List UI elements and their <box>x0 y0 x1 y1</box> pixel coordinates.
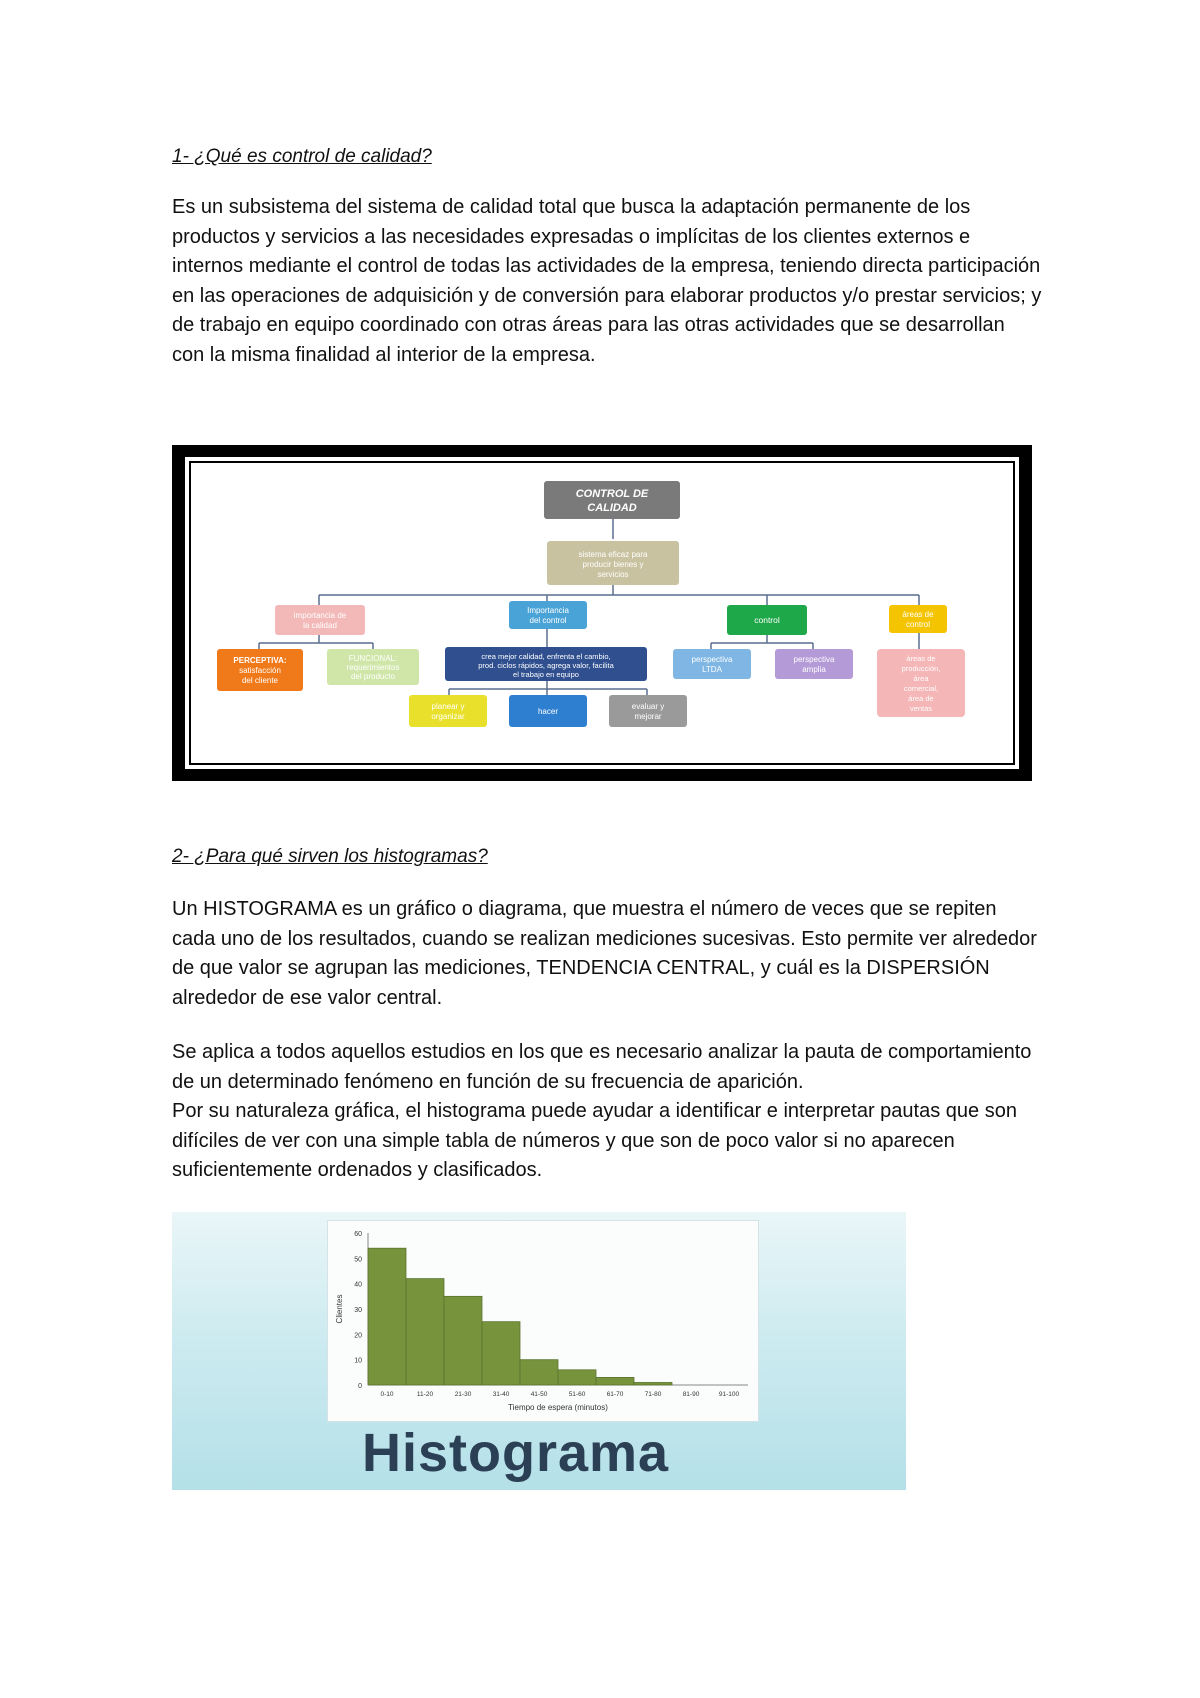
histogram-chart-panel <box>327 1220 759 1422</box>
y-tick-label: 60 <box>354 1231 362 1238</box>
histogram-bar <box>368 1248 406 1385</box>
svg-text:PERCEPTIVA:: PERCEPTIVA: <box>233 656 287 665</box>
section1-paragraph <box>172 193 1042 370</box>
concept-root-node <box>544 481 680 519</box>
section1-heading: 1- ¿Qué es control de calidad? <box>172 146 432 167</box>
svg-text:áreas de: áreas de <box>902 610 934 619</box>
x-tick-label: 21-30 <box>454 1391 472 1398</box>
x-tick-label: 61-70 <box>606 1391 624 1398</box>
section2-paragraph2-text: Se aplica a todos aquellos estudios en los que es necesario analizar la pauta de comportamiento de un determinado fenómeno en función de su frecuencia de aparición. <box>172 1041 1032 1093</box>
svg-text:organizar: organizar <box>431 712 465 721</box>
concept-importancia-detail-node <box>445 647 647 681</box>
x-tick-label: 81-90 <box>682 1391 700 1398</box>
svg-text:ventas: ventas <box>909 704 933 713</box>
svg-text:hacer: hacer <box>537 707 559 716</box>
svg-text:producir bienes y: producir bienes y <box>582 560 644 569</box>
svg-text:la calidad: la calidad <box>303 621 337 630</box>
y-tick-label: 30 <box>354 1307 362 1314</box>
svg-text:perspectiva: perspectiva <box>793 655 835 664</box>
histogram-bar <box>558 1370 596 1385</box>
section2-paragraph1-text: Un HISTOGRAMA es un gráfico o diagrama, que muestra el número de veces que se repiten cada uno de los resultados, cuando se realizan mediciones sucesivas. Esto permite ver alrededor de que valor se agrupan las mediciones, TENDENCIA CENTRAL, y cuál es la DISPERSIÓN alrededor de ese valor central. <box>172 898 1037 1009</box>
concept-amplia-node <box>775 649 853 679</box>
svg-text:comercial,: comercial, <box>903 684 939 693</box>
section1-paragraph-text: Es un subsistema del sistema de calidad total que busca la adaptación permanente de los productos y servicios a las necesidades expresadas o implícitas de los clientes externos e internos mediante el control de todas las actividades de la empresa, teniendo directa participación en las operaciones de adquisición y de conversión para elaborar productos y/o prestar servicios; y de trabajo en equipo coordinado con otras áreas para las otras actividades que se desarrollan con la misma finalidad al interior de la empresa. <box>172 196 1042 366</box>
histogram-bar <box>406 1279 444 1385</box>
svg-text:control: control <box>754 615 780 625</box>
svg-text:servicios: servicios <box>597 570 629 579</box>
svg-text:evaluar y: evaluar y <box>631 702 665 711</box>
concept-map-svg <box>191 463 1017 767</box>
concept-planear-node <box>409 695 487 727</box>
section2-paragraph2 <box>172 1038 1042 1186</box>
svg-text:del producto: del producto <box>350 672 396 681</box>
concept-ltda-node <box>673 649 751 679</box>
histogram-banner-text: Histograma <box>362 1423 670 1483</box>
svg-text:prod. ciclos rápidos, agrega v: prod. ciclos rápidos, agrega valor, facilita <box>478 661 614 670</box>
concept-evaluar-node <box>609 695 687 727</box>
x-tick-label: 11-20 <box>416 1391 434 1398</box>
svg-text:mejorar: mejorar <box>634 712 662 721</box>
section2-heading: 2- ¿Para qué sirven los histogramas? <box>172 846 488 867</box>
svg-text:amplia: amplia <box>802 665 826 674</box>
svg-text:requerimientos: requerimientos <box>346 663 400 672</box>
histogram-bar <box>634 1382 672 1385</box>
concept-areas-node <box>889 605 947 633</box>
concept-level1-node <box>547 541 679 585</box>
concept-map-figure <box>172 445 1032 781</box>
svg-text:del control: del control <box>529 616 567 625</box>
x-tick-label: 91-100 <box>718 1391 740 1398</box>
svg-text:sistema eficaz para: sistema eficaz para <box>578 550 648 559</box>
concept-importancia-control-node <box>509 601 587 629</box>
svg-text:FUNCIONAL:: FUNCIONAL: <box>348 654 398 663</box>
y-tick-label: 0 <box>358 1383 362 1390</box>
concept-funcional-node <box>327 649 419 685</box>
x-tick-label: 41-50 <box>530 1391 548 1398</box>
concept-importancia-calidad-node <box>275 605 365 635</box>
svg-text:planear y: planear y <box>431 702 465 711</box>
section2-paragraph3-text: Por su naturaleza gráfica, el histograma puede ayudar a identificar e interpretar pautas que son difíciles de ver con una simple tabla de números y que son de poco valor si no aparecen suficientemente ordenados y clasificados. <box>172 1100 1017 1181</box>
histogram-bar <box>444 1296 482 1385</box>
histogram-bar <box>520 1360 558 1385</box>
histogram-bar <box>482 1322 520 1385</box>
svg-text:Importancia: Importancia <box>527 606 569 615</box>
x-tick-label: 31-40 <box>492 1391 510 1398</box>
concept-perceptiva-node <box>217 649 303 691</box>
y-tick-label: 10 <box>354 1357 362 1365</box>
svg-text:importancia de: importancia de <box>293 611 347 620</box>
y-axis-label: Clientes <box>335 1294 344 1324</box>
svg-text:área de: área de <box>908 694 934 703</box>
concept-control-node <box>727 605 807 635</box>
svg-text:perspectiva: perspectiva <box>691 655 733 664</box>
histogram-chart <box>328 1221 758 1421</box>
concept-areas-detail-node <box>877 649 965 717</box>
svg-text:CONTROL DE: CONTROL DE <box>575 488 649 500</box>
x-axis-label: Tiempo de espera (minutos) <box>508 1403 608 1412</box>
x-tick-label: 0-10 <box>380 1391 394 1398</box>
svg-text:satisfacción: satisfacción <box>239 666 281 675</box>
x-tick-label: 51-60 <box>568 1391 586 1398</box>
section2-paragraph1 <box>172 895 1042 1013</box>
x-tick-label: 71-80 <box>644 1391 662 1398</box>
svg-text:el trabajo en equipo: el trabajo en equipo <box>513 670 579 679</box>
svg-text:LTDA: LTDA <box>702 665 722 674</box>
svg-text:control: control <box>905 620 931 629</box>
concept-hacer-node <box>509 695 587 727</box>
svg-text:producción,: producción, <box>901 664 941 673</box>
svg-text:área: área <box>913 674 929 683</box>
y-tick-label: 40 <box>354 1281 362 1289</box>
histogram-figure <box>172 1212 906 1490</box>
histogram-bar <box>596 1377 634 1385</box>
y-tick-label: 20 <box>354 1332 362 1340</box>
svg-text:del cliente: del cliente <box>241 676 279 685</box>
svg-text:áreas de: áreas de <box>906 654 936 663</box>
svg-text:crea mejor calidad, enfrenta e: crea mejor calidad, enfrenta el cambio, <box>481 652 611 661</box>
svg-text:CALIDAD: CALIDAD <box>587 502 637 514</box>
y-tick-label: 50 <box>354 1256 362 1264</box>
